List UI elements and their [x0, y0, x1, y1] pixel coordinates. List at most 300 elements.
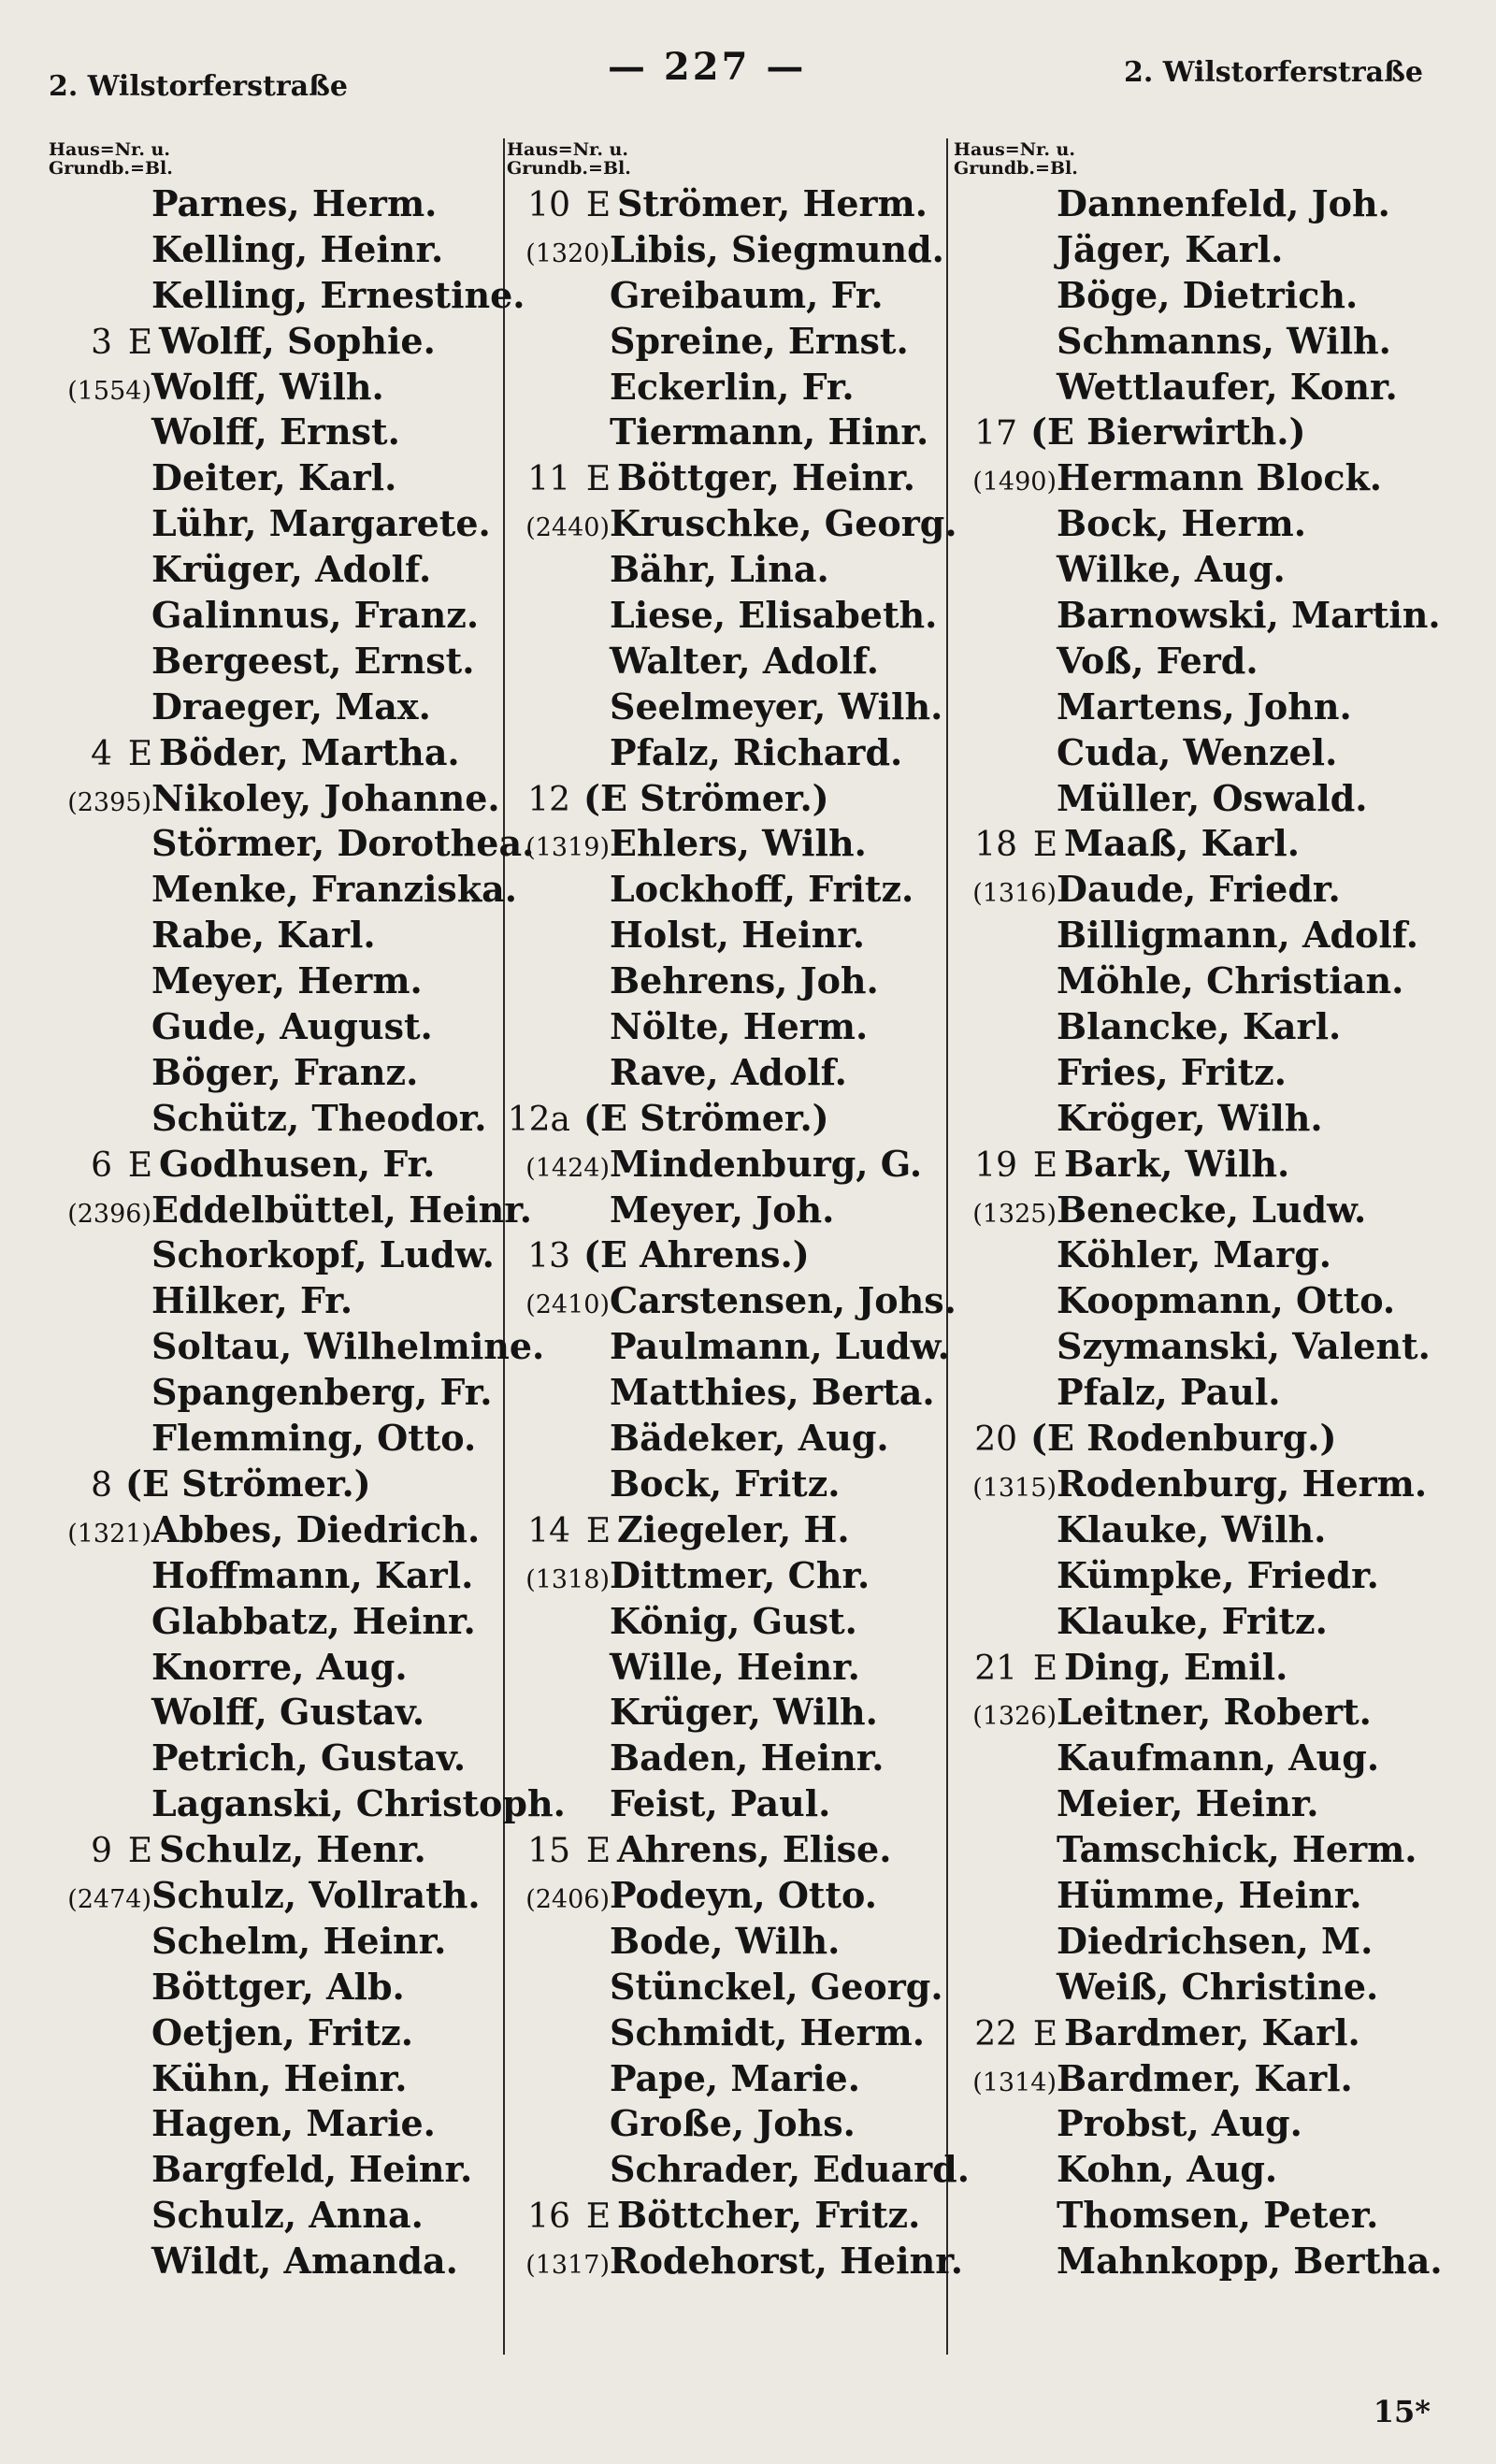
resident-name: Dannenfeld, Joh. — [1057, 182, 1390, 224]
resident-name: Rodenburg, Herm. — [1057, 1462, 1428, 1505]
list-item — [954, 1416, 1412, 1462]
list-item — [49, 639, 507, 684]
resident-name: Große, Johs. — [610, 2102, 856, 2145]
resident-name: Koopmann, Otto. — [1057, 1279, 1396, 1322]
resident-name: Kelling, Ernestine. — [151, 273, 525, 316]
resident-name: Gude, August. — [151, 1005, 433, 1048]
list-item — [507, 227, 965, 273]
resident-name: Menke, Franziska. — [151, 868, 518, 911]
grundbuch-number: (2406) — [525, 1884, 610, 1914]
list-item — [49, 1462, 507, 1507]
list-item — [49, 684, 507, 730]
resident-name: Schmidt, Herm. — [610, 2010, 925, 2053]
resident-name: (E Strömer.) — [583, 1096, 829, 1139]
list-item — [49, 776, 507, 822]
column-3 — [954, 139, 1443, 2284]
grundbuch-number: (1317) — [525, 2251, 610, 2281]
resident-name: (E Strömer.) — [583, 776, 829, 819]
list-item — [49, 2056, 507, 2102]
resident-name: Kümpke, Friedr. — [1057, 1553, 1379, 1596]
resident-name: Deiter, Karl. — [151, 456, 397, 499]
resident-name: Benecke, Ludw. — [1057, 1188, 1367, 1231]
resident-name: Baden, Heinr. — [610, 1736, 885, 1780]
resident-name: Bädeker, Aug. — [610, 1417, 889, 1460]
resident-name: Schütz, Theodor. — [151, 1096, 487, 1139]
list-item — [954, 410, 1412, 455]
list-item — [954, 1370, 1412, 1416]
resident-name: Carstensen, Johs. — [610, 1279, 957, 1322]
resident-name: (E Bierwirth.) — [1030, 411, 1306, 454]
resident-name: Eckerlin, Fr. — [610, 365, 855, 408]
resident-name: Bähr, Lina. — [610, 548, 829, 591]
list-item — [49, 2239, 507, 2284]
list-item — [49, 2193, 507, 2239]
resident-name: Abbes, Diedrich. — [151, 1507, 481, 1550]
resident-name: Hümme, Heinr. — [1057, 1873, 1362, 1916]
grundbuch-number: (2396) — [67, 1199, 151, 1229]
resident-name: Ding, Emil. — [1064, 1645, 1288, 1688]
resident-name: Wolff, Wilh. — [151, 365, 384, 408]
column-heading-line-1: Haus=Nr. u. — [954, 139, 1075, 160]
list-item — [49, 410, 507, 455]
list-item — [507, 1599, 965, 1645]
house-number: 9 — [91, 1832, 112, 1871]
list-item — [507, 319, 965, 365]
list-item — [49, 1188, 532, 1233]
owner-marker: E — [585, 1832, 611, 1871]
list-item — [507, 2239, 965, 2284]
list-item — [507, 1462, 965, 1507]
house-number: 18 — [974, 826, 1017, 865]
grundbuch-number: (1326) — [972, 1702, 1057, 1732]
resident-name: Wille, Heinr. — [610, 1645, 860, 1688]
list-item — [507, 2056, 965, 2102]
resident-name: Wolff, Ernst. — [151, 411, 400, 454]
grundbuch-number: (2440) — [525, 513, 610, 543]
list-item — [954, 684, 1412, 730]
house-number: 20 — [974, 1420, 1017, 1460]
resident-name: Holst, Heinr. — [610, 914, 865, 957]
resident-name: Mindenburg, G. — [610, 1142, 923, 1185]
resident-name: Bode, Wilh. — [610, 1919, 841, 1962]
list-item — [507, 547, 965, 593]
grundbuch-number: (2474) — [67, 1884, 151, 1914]
resident-name: Meyer, Joh. — [610, 1188, 835, 1231]
list-item — [507, 821, 965, 867]
list-item — [954, 547, 1412, 593]
house-number: 16 — [527, 2197, 570, 2237]
list-item — [49, 730, 507, 776]
resident-name: Weiß, Christine. — [1057, 1965, 1379, 2008]
list-item — [49, 1232, 507, 1278]
list-item — [954, 1004, 1412, 1050]
resident-name: Kröger, Wilh. — [1057, 1096, 1323, 1139]
owner-marker: E — [127, 734, 153, 773]
resident-name: Ehlers, Wilh. — [610, 822, 867, 865]
list-item — [954, 455, 1412, 501]
list-item — [507, 1873, 965, 1919]
list-item — [507, 1736, 965, 1781]
list-item — [954, 730, 1412, 776]
resident-name: Wildt, Amanda. — [151, 2240, 458, 2283]
resident-name: Szymanski, Valent. — [1057, 1325, 1431, 1368]
list-item — [954, 1324, 1431, 1370]
grundbuch-number: (2410) — [525, 1290, 610, 1320]
resident-name: Hagen, Marie. — [151, 2102, 436, 2145]
signature-mark: 15* — [1373, 2394, 1431, 2429]
entry-list — [507, 181, 970, 2284]
resident-name: Bark, Wilh. — [1064, 1142, 1290, 1185]
list-item — [507, 1553, 965, 1599]
resident-name: Ziegeler, H. — [617, 1507, 850, 1550]
resident-name: Draeger, Max. — [151, 684, 431, 728]
list-item — [954, 365, 1412, 411]
list-item — [954, 1781, 1412, 1827]
resident-name: Böttger, Alb. — [151, 1965, 405, 2008]
list-item — [507, 1188, 965, 1233]
resident-name: Schorkopf, Ludw. — [151, 1233, 495, 1276]
list-item — [954, 273, 1412, 319]
resident-name: Leitner, Robert. — [1057, 1691, 1372, 1734]
resident-name: Liese, Elisabeth. — [610, 594, 938, 637]
list-item — [507, 1324, 965, 1370]
list-item — [507, 593, 965, 639]
resident-name: Galinnus, Franz. — [151, 594, 480, 637]
list-item — [954, 1873, 1412, 1919]
resident-name: Walter, Adolf. — [610, 639, 879, 682]
list-item — [49, 593, 507, 639]
list-item — [507, 2101, 965, 2147]
house-number: 4 — [91, 734, 112, 773]
list-item — [49, 2147, 507, 2193]
resident-name: Böttger, Heinr. — [617, 456, 915, 499]
owner-marker: E — [127, 1146, 153, 1185]
grundbuch-number: (1554) — [67, 376, 151, 406]
resident-name: Kruschke, Georg. — [610, 502, 957, 545]
list-item — [954, 227, 1412, 273]
grundbuch-number: (1315) — [972, 1473, 1057, 1503]
list-item — [49, 2101, 507, 2147]
list-item — [49, 1278, 507, 1324]
resident-name: Blancke, Karl. — [1057, 1005, 1342, 1048]
house-number: 12a — [507, 1100, 570, 1139]
resident-name: Mahnkopp, Bertha. — [1057, 2240, 1443, 2283]
resident-name: Daude, Friedr. — [1057, 868, 1341, 911]
list-item — [507, 1965, 965, 2010]
resident-name: Meier, Heinr. — [1057, 1782, 1319, 1825]
list-item — [954, 1736, 1412, 1781]
list-item — [954, 821, 1412, 867]
resident-name: Tiermann, Hinr. — [610, 411, 929, 454]
column-heading-line-2: Grundb.=Bl. — [49, 158, 173, 179]
list-item — [507, 1278, 965, 1324]
resident-name: Böttcher, Fritz. — [617, 2194, 921, 2237]
resident-name: Spangenberg, Fr. — [151, 1371, 493, 1414]
list-item — [49, 1050, 507, 1096]
list-item — [507, 365, 965, 411]
resident-name: Oetjen, Fritz. — [151, 2010, 413, 2053]
house-number: 10 — [527, 186, 570, 224]
list-item — [507, 776, 965, 822]
house-number: 19 — [974, 1146, 1017, 1185]
list-item — [954, 1232, 1412, 1278]
list-item — [507, 1370, 965, 1416]
resident-name: Bardmer, Karl. — [1064, 2010, 1360, 2053]
list-item — [954, 2239, 1443, 2284]
resident-name: Barnowski, Martin. — [1057, 594, 1441, 637]
resident-name: Matthies, Berta. — [610, 1371, 935, 1414]
list-item — [49, 1370, 507, 1416]
list-item — [954, 181, 1412, 227]
resident-name: Schulz, Henr. — [159, 1828, 426, 1871]
resident-name: Hoffmann, Karl. — [151, 1553, 474, 1596]
list-item — [507, 730, 965, 776]
list-item — [49, 958, 507, 1004]
resident-name: Dittmer, Chr. — [610, 1553, 870, 1596]
column-heading-line-1: Haus=Nr. u. — [49, 139, 170, 160]
list-item — [507, 1232, 965, 1278]
list-item — [49, 1096, 507, 1142]
list-item — [49, 1324, 545, 1370]
grundbuch-number: (1325) — [972, 1199, 1057, 1229]
list-item — [49, 1507, 507, 1553]
grundbuch-number: (1314) — [972, 2068, 1057, 2097]
resident-name: (E Strömer.) — [125, 1462, 371, 1505]
resident-name: Müller, Oswald. — [1057, 776, 1368, 819]
list-item — [507, 2010, 965, 2056]
list-item — [507, 1781, 965, 1827]
resident-name: Schelm, Heinr. — [151, 1919, 447, 1962]
resident-name: Martens, John. — [1057, 684, 1352, 728]
list-item — [49, 1553, 507, 1599]
list-item — [507, 273, 965, 319]
resident-name: Fries, Fritz. — [1057, 1050, 1287, 1093]
resident-name: Pfalz, Paul. — [1057, 1371, 1281, 1414]
list-item — [507, 501, 965, 547]
resident-name: Tamschick, Herm. — [1057, 1828, 1417, 1871]
resident-name: Klauke, Wilh. — [1057, 1507, 1327, 1550]
resident-name: Eddelbüttel, Heinr. — [151, 1188, 532, 1231]
resident-name: Krüger, Adolf. — [151, 548, 432, 591]
resident-name: Kaufmann, Aug. — [1057, 1736, 1380, 1780]
list-item — [954, 1827, 1417, 1873]
list-item — [954, 2147, 1412, 2193]
resident-name: Seelmeyer, Wilh. — [610, 684, 943, 728]
owner-marker: E — [585, 186, 611, 224]
list-item — [954, 1050, 1412, 1096]
resident-name: Jäger, Karl. — [1057, 227, 1284, 270]
list-item — [954, 1919, 1412, 1965]
resident-name: Lockhoff, Fritz. — [610, 868, 914, 911]
list-item — [507, 2147, 970, 2193]
list-item — [954, 958, 1412, 1004]
resident-name: Diedrichsen, M. — [1057, 1919, 1374, 1962]
resident-name: Lühr, Margarete. — [151, 502, 491, 545]
running-header-right: 2. Wilstorferstraße — [1124, 56, 1423, 89]
list-item — [954, 1507, 1412, 1553]
resident-name: Kelling, Heinr. — [151, 227, 444, 270]
resident-name: Rabe, Karl. — [151, 914, 376, 957]
resident-name: Pape, Marie. — [610, 2056, 860, 2099]
resident-name: Soltau, Wilhelmine. — [151, 1325, 545, 1368]
list-item — [507, 639, 965, 684]
list-item — [507, 1004, 965, 1050]
house-number: 8 — [91, 1465, 112, 1505]
list-item — [49, 1873, 507, 1919]
list-item — [954, 1690, 1412, 1736]
owner-marker: E — [127, 1832, 153, 1871]
grundbuch-number: (2395) — [67, 787, 151, 817]
resident-name: Möhle, Christian. — [1057, 959, 1404, 1002]
list-item — [49, 227, 507, 273]
resident-name: Bardmer, Karl. — [1057, 2056, 1353, 2099]
list-item — [507, 181, 965, 227]
house-number: 21 — [974, 1649, 1017, 1688]
list-item — [507, 1050, 965, 1096]
list-item — [49, 2010, 507, 2056]
resident-name: Schulz, Vollrath. — [151, 1873, 481, 1916]
grundbuch-number: (1321) — [67, 1519, 151, 1549]
resident-name: Libis, Siegmund. — [610, 227, 944, 270]
list-item — [49, 1004, 507, 1050]
resident-name: Spreine, Ernst. — [610, 319, 909, 362]
grundbuch-number: (1316) — [972, 879, 1057, 909]
list-item — [49, 1645, 507, 1691]
list-item — [507, 867, 965, 913]
running-header-left: 2. Wilstorferstraße — [49, 70, 348, 103]
list-item — [507, 2193, 965, 2239]
owner-marker: E — [1032, 2014, 1058, 2053]
resident-name: Köhler, Marg. — [1057, 1233, 1331, 1276]
resident-name: (E Ahrens.) — [583, 1233, 810, 1276]
column-heading-line-2: Grundb.=Bl. — [954, 158, 1078, 179]
list-item — [954, 1462, 1428, 1507]
resident-name: Hermann Block. — [1057, 456, 1383, 499]
house-number: 15 — [527, 1832, 570, 1871]
list-item — [507, 958, 965, 1004]
list-item — [49, 365, 507, 411]
resident-name: Krüger, Wilh. — [610, 1691, 878, 1734]
list-item — [954, 2010, 1412, 2056]
entry-list — [954, 181, 1443, 2284]
resident-name: Schrader, Eduard. — [610, 2148, 970, 2191]
column-heading-line-1: Haus=Nr. u. — [507, 139, 628, 160]
grundbuch-number: (1424) — [525, 1153, 610, 1183]
resident-name: Probst, Aug. — [1057, 2102, 1302, 2145]
resident-name: Bock, Fritz. — [610, 1462, 841, 1505]
list-item — [507, 1142, 965, 1188]
resident-name: Schmanns, Wilh. — [1057, 319, 1391, 362]
list-item — [507, 1690, 965, 1736]
resident-name: Thomsen, Peter. — [1057, 2194, 1379, 2237]
resident-name: Paulmann, Ludw. — [610, 1325, 950, 1368]
list-item — [49, 821, 535, 867]
resident-name: Wolff, Sophie. — [159, 319, 436, 362]
resident-name: Cuda, Wenzel. — [1057, 730, 1338, 773]
resident-name: Feist, Paul. — [610, 1782, 831, 1825]
owner-marker: E — [1032, 826, 1058, 865]
list-item — [49, 1690, 507, 1736]
list-item — [507, 1645, 965, 1691]
resident-name: König, Gust. — [610, 1599, 857, 1642]
list-item — [49, 273, 525, 319]
house-number: 13 — [527, 1237, 570, 1276]
list-item — [954, 1645, 1412, 1691]
owner-marker: E — [1032, 1649, 1058, 1688]
resident-name: Greibaum, Fr. — [610, 273, 884, 316]
list-item — [954, 776, 1412, 822]
resident-name: Billigmann, Adolf. — [1057, 914, 1419, 957]
house-number: 14 — [527, 1511, 570, 1550]
list-item — [954, 913, 1419, 958]
grundbuch-number: (1490) — [972, 468, 1057, 497]
resident-name: Bargfeld, Heinr. — [151, 2148, 473, 2191]
resident-name: Rave, Adolf. — [610, 1050, 847, 1093]
house-number: 6 — [91, 1146, 112, 1185]
resident-name: (E Rodenburg.) — [1030, 1417, 1337, 1460]
resident-name: Rodehorst, Heinr. — [610, 2240, 963, 2283]
resident-name: Parnes, Herm. — [151, 182, 438, 224]
resident-name: Pfalz, Richard. — [610, 730, 903, 773]
owner-marker: E — [127, 323, 153, 362]
grundbuch-number: (1320) — [525, 238, 610, 268]
owner-marker: E — [585, 1511, 611, 1550]
resident-name: Godhusen, Fr. — [159, 1142, 436, 1185]
list-item — [954, 2101, 1412, 2147]
column-heading — [507, 140, 965, 178]
list-item — [954, 501, 1412, 547]
resident-name: Böger, Franz. — [151, 1050, 419, 1093]
grundbuch-number: (1319) — [525, 833, 610, 863]
list-item — [507, 410, 965, 455]
resident-name: Nölte, Herm. — [610, 1005, 869, 1048]
list-item — [49, 913, 507, 958]
list-item — [954, 1965, 1412, 2010]
list-item — [507, 1919, 965, 1965]
resident-name: Wettlaufer, Konr. — [1057, 365, 1398, 408]
list-item — [507, 1827, 965, 1873]
column-heading — [954, 140, 1412, 178]
resident-name: Meyer, Herm. — [151, 959, 423, 1002]
resident-name: Bergeest, Ernst. — [151, 639, 475, 682]
list-item — [954, 593, 1441, 639]
owner-marker: E — [585, 2197, 611, 2237]
list-item — [49, 1827, 507, 1873]
resident-name: Ahrens, Elise. — [617, 1828, 892, 1871]
resident-name: Böge, Dietrich. — [1057, 273, 1359, 316]
list-item — [507, 1416, 965, 1462]
list-item — [49, 319, 507, 365]
list-item — [49, 1965, 507, 2010]
resident-name: Wolff, Gustav. — [151, 1691, 425, 1734]
list-item — [954, 1553, 1412, 1599]
list-item — [507, 1507, 965, 1553]
list-item — [49, 1416, 507, 1462]
resident-name: Störmer, Dorothea. — [151, 822, 535, 865]
resident-name: Behrens, Joh. — [610, 959, 879, 1002]
resident-name: Schulz, Anna. — [151, 2194, 424, 2237]
house-number: 11 — [527, 460, 570, 499]
owner-marker: E — [1032, 1146, 1058, 1185]
list-item — [954, 319, 1412, 365]
column-heading — [49, 140, 507, 178]
list-item — [954, 1096, 1412, 1142]
column-2 — [507, 139, 970, 2284]
resident-name: Hilker, Fr. — [151, 1279, 353, 1322]
list-item — [49, 1781, 566, 1827]
list-item — [954, 867, 1412, 913]
page-number: — 227 — — [608, 45, 807, 89]
